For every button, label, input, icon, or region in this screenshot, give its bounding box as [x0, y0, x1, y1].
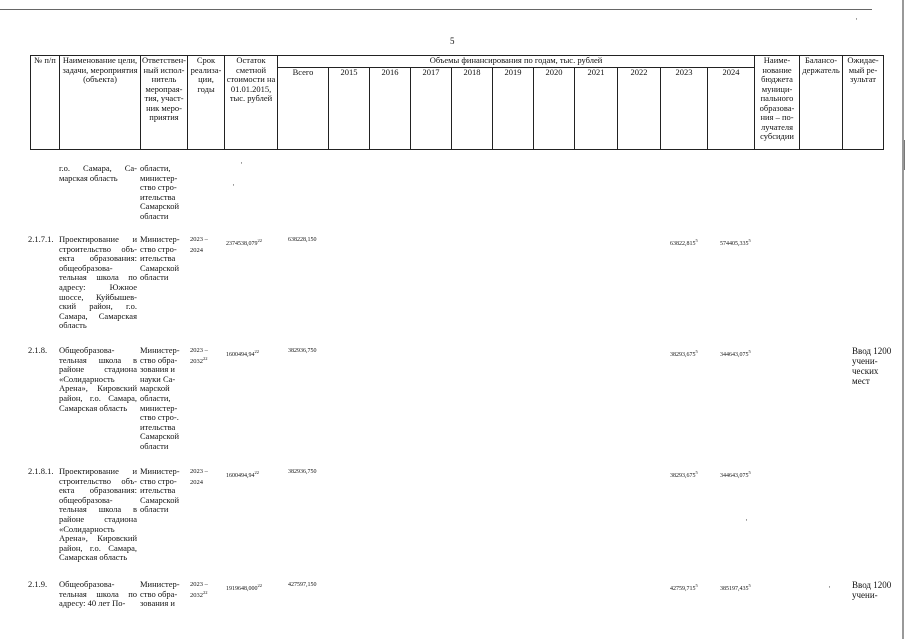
row-term: 2023 – 2032$^{22}$ [190, 347, 208, 366]
scan-speck: · [232, 180, 235, 190]
row-responsible: Министер-ство обра-зования и науки Са-марской области, министер-ство стро-. ительства Самарской области [140, 345, 180, 451]
row-2023: 38293,675$^5$ [670, 470, 698, 479]
col-year-header: 2016 [370, 68, 411, 150]
scan-speck: · [828, 582, 831, 592]
col-year-header: 2023 [661, 68, 708, 150]
row-responsible: Министер-ство обра-зования и [140, 579, 180, 609]
scan-speck: · [240, 158, 243, 168]
col-responsible-header: Ответствен-ный испол-нитель меропрая-тия, участ-ник меро-приятия [141, 56, 188, 150]
col-holder-header: Балансо-держатель [800, 56, 843, 150]
row-result: Ввод 1200 учени- [852, 580, 892, 600]
col-term-header: Срок реализа-ции, годы [188, 56, 225, 150]
top-rule [0, 9, 872, 10]
continued-responsible: области, министер-ство стро-ительства Самарской области [140, 163, 180, 221]
page-number: 5 [450, 36, 455, 46]
row-2023: 38293,675$^5$ [670, 349, 698, 358]
page-edge [902, 0, 904, 639]
continued-name: г.о. Самара, Са-марская область [59, 163, 137, 183]
col-remainder-header: Остаток сметной стоимости на 01.01.2015, тыс. рублей [225, 56, 278, 150]
col-year-header: 2015 [329, 68, 370, 150]
col-name-header: Наименование цели, задачи, мероприятия (объекта) [60, 56, 141, 150]
col-year-header: 2024 [708, 68, 755, 150]
row-responsible: Министер-ство стро-ительства Самарской области [140, 466, 180, 515]
col-result-header: Ожидае-мый ре-зультат [843, 56, 884, 150]
row-2023: 63822,815$^5$ [670, 238, 698, 247]
row-2023: 42759,715$^5$ [670, 583, 698, 592]
col-year-header: 2022 [618, 68, 661, 150]
row-number: 2.1.7.1. [28, 234, 54, 244]
col-year-header: 2021 [575, 68, 618, 150]
row-name: Общеобразова-тельная школа по адресу: 40 лет По- [59, 579, 137, 609]
row-term: 2023 – 2024 [190, 468, 208, 487]
row-total: 382936,750 [288, 348, 317, 354]
row-2024: 385197,435$^5$ [720, 583, 751, 592]
header-table [30, 55, 884, 150]
col-number-header: № п/п [31, 56, 60, 150]
row-result: Ввод 1200 учени-ческих мест [852, 346, 892, 386]
row-2024: 344643,075$^5$ [720, 470, 751, 479]
row-name: Общеобразова-тельная школа в районе стадиона «Солидарность Арена», Кировский район, г.о. Самара, Самарская область [59, 345, 137, 413]
row-term: 2023 – 2024 [190, 236, 208, 255]
row-2024: 574405,335$^5$ [720, 238, 751, 247]
row-number: 2.1.8. [28, 345, 48, 355]
scan-speck: · [855, 14, 858, 24]
row-remainder: 2374538,079$^{22}$ [226, 238, 262, 247]
row-name: Проектирование и строительство объ-екта образования: общеобразова-тельная школа в районе стадиона «Солидарность Арена», Кировский район, г.о. Самара, Самарская область [59, 466, 137, 563]
col-year-header: 2020 [534, 68, 575, 150]
row-number: 2.1.9. [28, 579, 48, 589]
row-2024: 344643,075$^5$ [720, 349, 751, 358]
row-total: 382936,750 [288, 469, 317, 475]
row-responsible: Министер-ство стро-ительства Самарской области [140, 234, 180, 283]
row-remainder: 1600494,94$^{22}$ [226, 349, 259, 358]
row-term: 2023 – 2032$^{22}$ [190, 581, 208, 600]
col-year-header: 2018 [452, 68, 493, 150]
row-remainder: 1919648,000$^{22}$ [226, 583, 262, 592]
col-year-header: 2019 [493, 68, 534, 150]
scan-speck: · [745, 515, 748, 525]
row-total: 427597,150 [288, 582, 317, 588]
col-budget-header: Наиме-нование бюджета муници-пального образова-ния – по-лучателя субсидии [755, 56, 800, 150]
row-name: Проектирование и строительство объ-екта образования: общеобразова-тельная школа по адресу: Южное шоссе, Куйбышев-ский район, г.о. Самара, Самарская область [59, 234, 137, 331]
col-financing-header: Объемы финансирования по годам, тыс. рублей [278, 56, 755, 68]
col-total-header: Всего [278, 68, 329, 150]
row-total: 638228,150 [288, 237, 317, 243]
col-year-header: 2017 [411, 68, 452, 150]
row-number: 2.1.8.1. [28, 466, 54, 476]
row-remainder: 1600494,94$^{22}$ [226, 470, 259, 479]
